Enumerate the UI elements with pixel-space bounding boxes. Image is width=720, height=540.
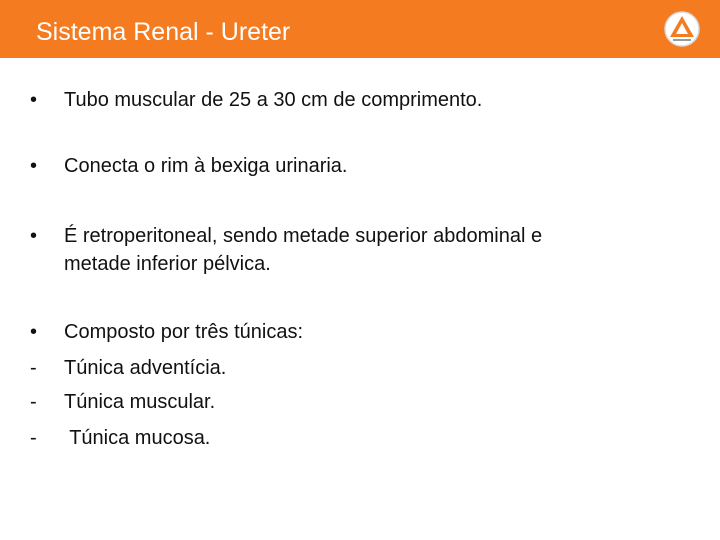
bullet-marker: •	[30, 89, 38, 111]
sub-item-text: Túnica adventícia.	[64, 357, 227, 379]
sub-item-text: Túnica mucosa.	[64, 427, 211, 449]
dash-marker: -	[30, 427, 37, 449]
dash-marker: -	[30, 357, 37, 379]
bullet-text: Conecta o rim à bexiga urinaria.	[64, 155, 348, 177]
slide-title: Sistema Renal - Ureter	[36, 18, 291, 46]
bullet-text: metade inferior pélvica.	[64, 253, 271, 275]
bullet-text: É retroperitoneal, sendo metade superior abdominal e	[64, 225, 543, 247]
bullet-marker: •	[30, 321, 38, 343]
triangle-emblem-icon	[663, 10, 701, 48]
dash-marker: -	[30, 391, 37, 413]
bullet-text: Composto por três túnicas:	[64, 321, 303, 343]
bullet-marker: •	[30, 155, 38, 177]
bullet-text: Tubo muscular de 25 a 30 cm de comprimento.	[64, 89, 483, 111]
title-bar	[0, 0, 720, 58]
sub-item-text: Túnica muscular.	[64, 391, 216, 413]
bullet-marker: •	[30, 225, 38, 247]
